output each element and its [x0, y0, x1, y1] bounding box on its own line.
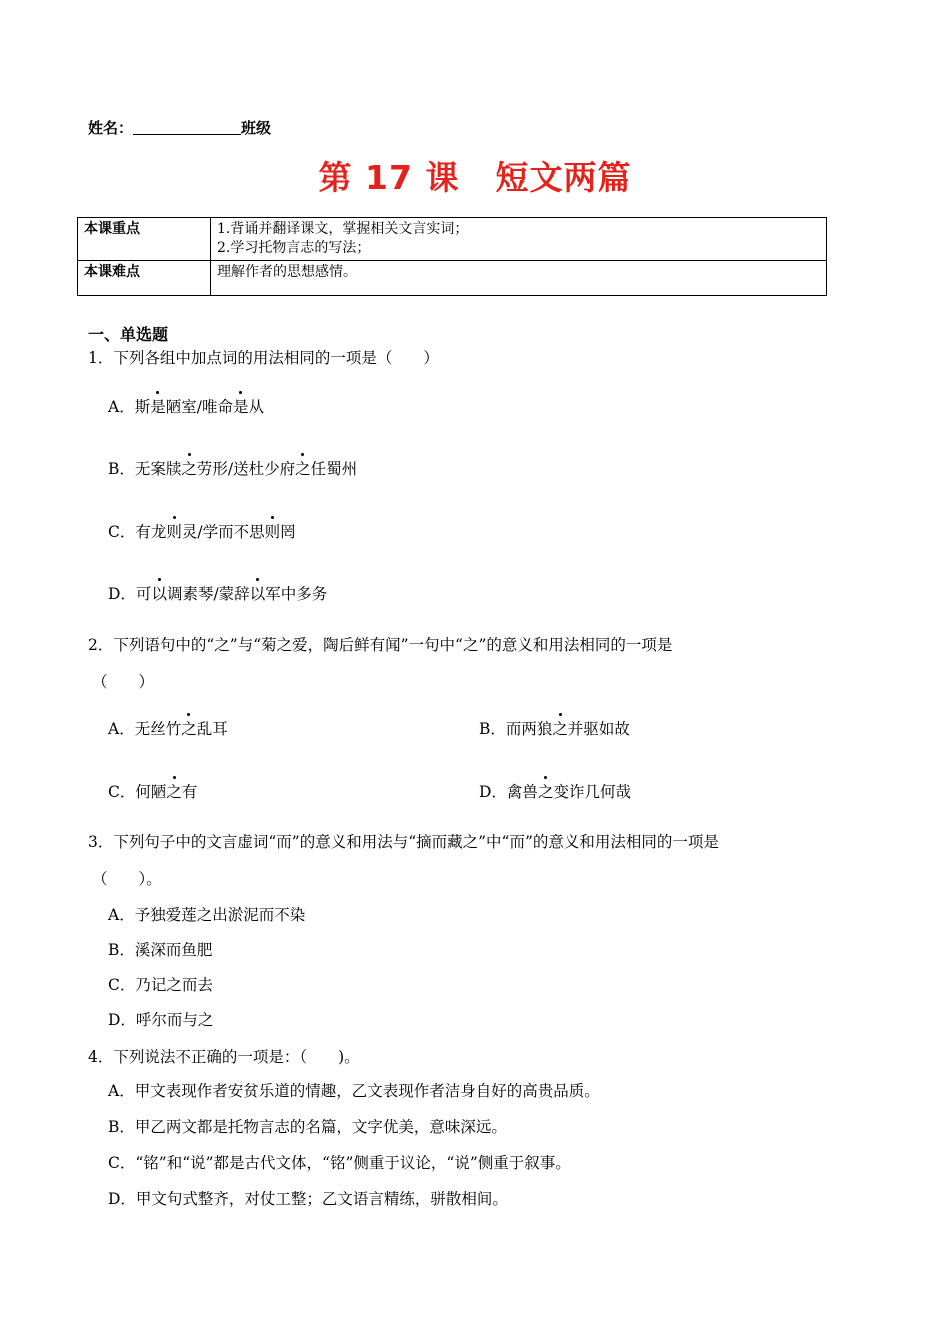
- dotted-word: 之: [552, 717, 568, 739]
- question-1-stem: 1．下列各组中加点词的用法相同的一项是（ ）: [88, 349, 439, 367]
- difficulty-line: 理解作者的思想感情。: [217, 264, 357, 280]
- question-3-stem-cont: （ ）。: [92, 870, 162, 888]
- dotted-word: 之: [538, 780, 554, 802]
- question-2-stem: 2．下列语句中的“之”与“菊之爱，陶后鲜有闻”一句中“之”的意义和用法相同的一项是: [88, 636, 673, 654]
- page-title: [0, 152, 950, 199]
- question-3-option-d[interactable]: D．呼尔而与之: [108, 1011, 214, 1029]
- difficulty-label: 本课难点: [78, 261, 211, 296]
- key-point-line: 2.学习托物言志的写法；: [217, 240, 371, 256]
- table-row: [78, 218, 827, 261]
- name-class-line: [88, 117, 271, 138]
- dotted-word: 是: [150, 395, 166, 417]
- dotted-word: 则: [166, 520, 182, 542]
- lesson-name: 短文两篇: [495, 158, 632, 197]
- name-label: 姓名：: [88, 119, 134, 137]
- section-title: 一、单选题: [88, 325, 169, 344]
- dotted-word: 则: [265, 520, 281, 542]
- question-4-option-b[interactable]: B．甲乙两文都是托物言志的名篇，文字优美，意味深远。: [108, 1118, 507, 1136]
- dotted-word: 之: [181, 457, 197, 479]
- dotted-word: 是: [233, 395, 249, 417]
- question-2-option-a[interactable]: A．无丝竹之乱耳: [108, 717, 228, 739]
- question-1-option-d[interactable]: D．可以调素琴/蒙辞以军中多务: [108, 582, 327, 604]
- question-4-option-c[interactable]: C．“铭”和“说”都是古代文体，“铭”侧重于议论，“说”侧重于叙事。: [108, 1154, 571, 1172]
- question-2-stem-cont: （ ）: [92, 673, 155, 691]
- table-row: [78, 261, 827, 296]
- question-1-option-a[interactable]: A．斯是陋室/唯命是从: [108, 395, 264, 417]
- dotted-word: 之: [166, 780, 182, 802]
- question-1-option-b[interactable]: B．无案牍之劳形/送杜少府之任蜀州: [108, 457, 357, 479]
- dotted-word: 之: [295, 457, 311, 479]
- dotted-word: 以: [250, 582, 266, 604]
- question-3-option-c[interactable]: C．乃记之而去: [108, 976, 213, 994]
- question-2-option-b[interactable]: B．而两狼之并驱如故: [479, 717, 630, 739]
- question-2-option-c[interactable]: C．何陋之有: [108, 780, 197, 802]
- class-label: 班级: [241, 119, 272, 137]
- key-point-line: 1.背诵并翻译课文，掌握相关文言实词；: [217, 221, 469, 237]
- dotted-word: 之: [181, 717, 197, 739]
- difficulty-content: [211, 261, 827, 296]
- question-4-option-d[interactable]: D．甲文句式整齐，对仗工整；乙文语言精练，骈散相间。: [108, 1190, 508, 1208]
- question-4-option-a[interactable]: A．甲文表现作者安贫乐道的情趣，乙文表现作者洁身自好的高贵品质。: [108, 1082, 600, 1100]
- lesson-number: 第 17 课: [318, 158, 460, 197]
- dotted-word: 以: [151, 582, 167, 604]
- key-points-content: [211, 218, 827, 261]
- question-3-stem: 3．下列句子中的文言虚词“而”的意义和用法与“摘而藏之”中“而”的意义和用法相同的一项是: [88, 833, 719, 851]
- name-blank[interactable]: [133, 120, 241, 135]
- question-3-option-b[interactable]: B．溪深而鱼肥: [108, 941, 213, 959]
- question-3-option-a[interactable]: A．予独爱莲之出淤泥而不染: [108, 906, 306, 924]
- question-1-option-c[interactable]: C．有龙则灵/学而不思则罔: [108, 520, 296, 542]
- key-points-label: 本课重点: [78, 218, 211, 261]
- lesson-info-table: [77, 217, 827, 296]
- question-2-option-d[interactable]: D．禽兽之变诈几何哉: [479, 780, 631, 802]
- question-4-stem: 4．下列说法不正确的一项是：（ )。: [88, 1048, 360, 1066]
